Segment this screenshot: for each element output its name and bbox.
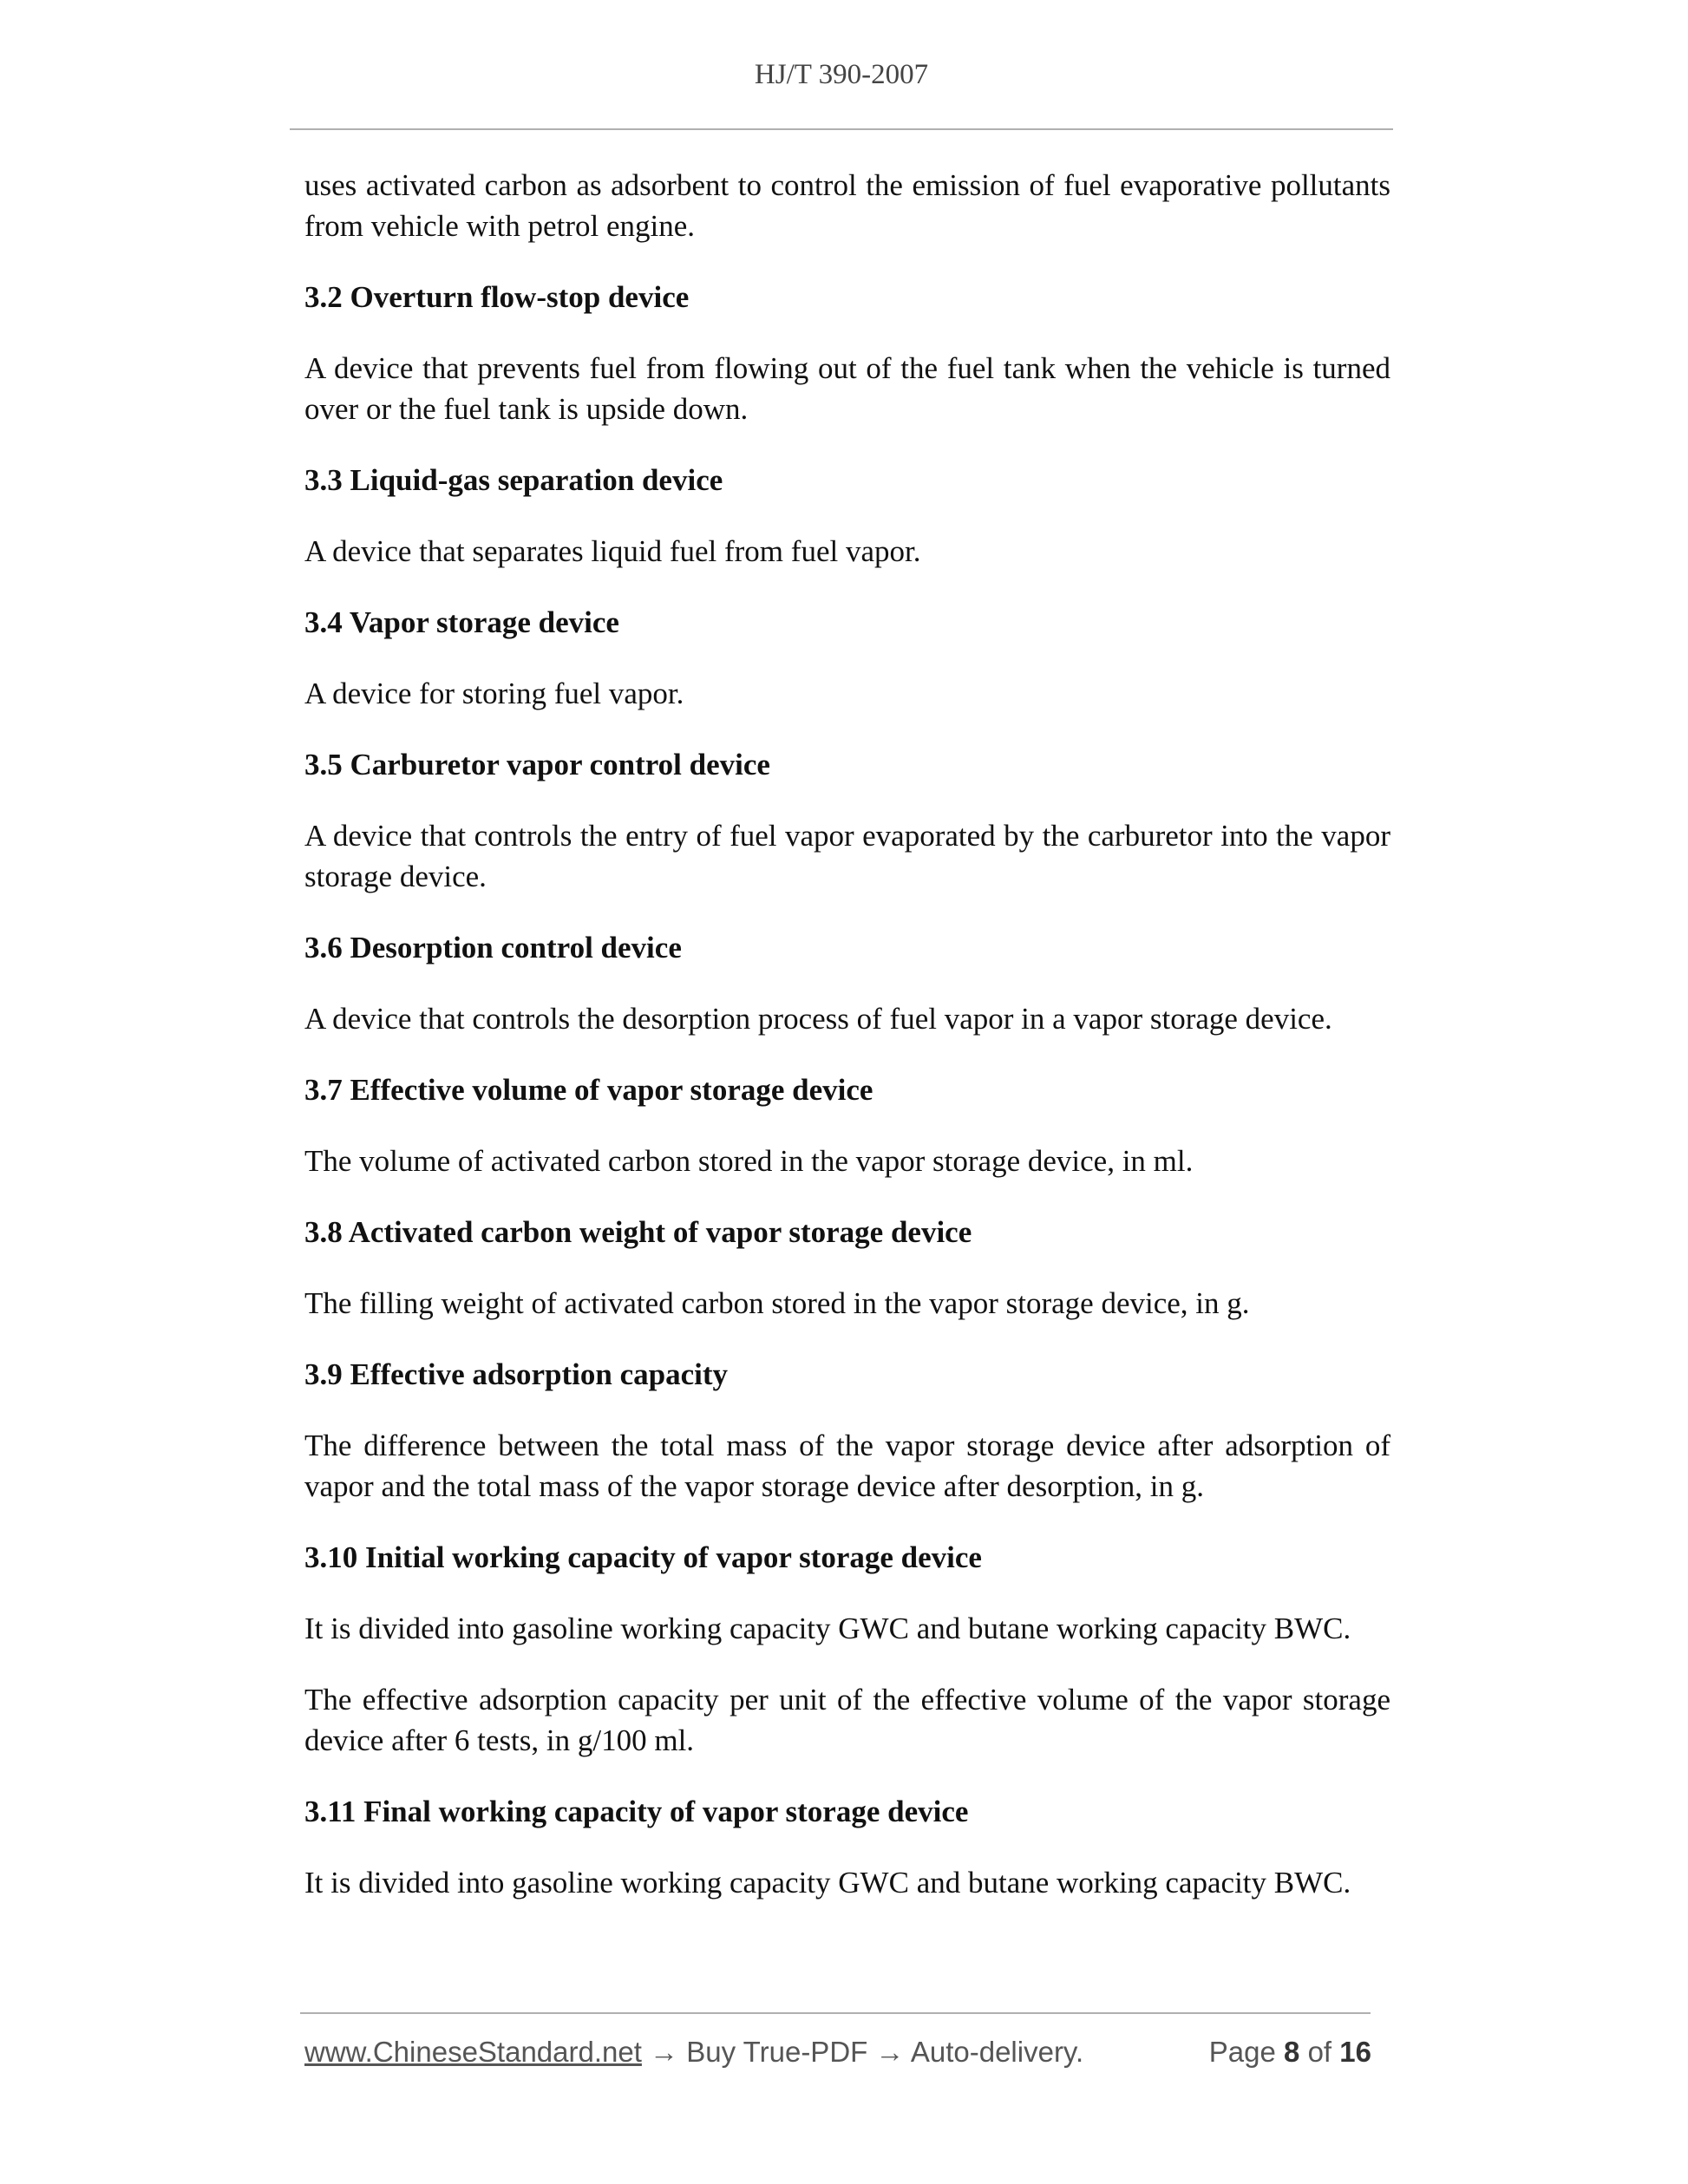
section-heading-3-6: 3.6 Desorption control device xyxy=(304,931,682,964)
section-paragraph-3-2: A device that prevents fuel from flowing out of the fuel tank when the vehicle is turned over or the fuel tank is upside down. xyxy=(304,351,1390,426)
section-heading-3-4: 3.4 Vapor storage device xyxy=(304,605,619,639)
auto-delivery-text: Auto-delivery. xyxy=(910,2036,1084,2068)
section-paragraph-3-3: A device that separates liquid fuel from fuel vapor. xyxy=(304,534,921,568)
section-paragraph-3-10-a: It is divided into gasoline working capacity GWC and butane working capacity BWC. xyxy=(304,1612,1351,1645)
site-link[interactable]: www.ChineseStandard.net xyxy=(304,2036,642,2068)
section-heading-3-7: 3.7 Effective volume of vapor storage device xyxy=(304,1073,873,1107)
arrow-right-icon: → xyxy=(875,2036,905,2068)
section-paragraph-3-8: The filling weight of activated carbon stored in the vapor storage device, in g. xyxy=(304,1286,1250,1320)
section-paragraph-3-9: The difference between the total mass of the vapor storage device after adsorption of vapor and the total mass of the vapor storage device after desorption, in g. xyxy=(304,1429,1390,1503)
section-paragraph-3-10-b: The effective adsorption capacity per unit of the effective volume of the vapor storage device after 6 tests, in g/100 ml. xyxy=(304,1683,1390,1757)
header-divider xyxy=(290,128,1393,130)
section-paragraph-3-6: A device that controls the desorption process of fuel vapor in a vapor storage device. xyxy=(304,1002,1332,1036)
section-heading-3-2: 3.2 Overturn flow-stop device xyxy=(304,280,690,314)
page-number xyxy=(1209,2033,1371,2071)
document-body xyxy=(304,165,1390,1933)
page-current: 8 xyxy=(1284,2036,1300,2068)
section-paragraph-3-11: It is divided into gasoline working capacity GWC and butane working capacity BWC. xyxy=(304,1866,1351,1900)
section-heading-3-3: 3.3 Liquid-gas separation device xyxy=(304,463,723,497)
section-heading-3-5: 3.5 Carburetor vapor control device xyxy=(304,748,770,781)
footer-divider xyxy=(300,2012,1371,2014)
page-footer xyxy=(304,2033,1371,2071)
section-paragraph-3-7: The volume of activated carbon stored in the vapor storage device, in ml. xyxy=(304,1144,1194,1178)
document-header-code: HJ/T 390-2007 xyxy=(754,59,929,90)
page-total: 16 xyxy=(1339,2036,1371,2068)
section-heading-3-11: 3.11 Final working capacity of vapor storage device xyxy=(304,1795,969,1828)
arrow-right-icon: → xyxy=(650,2036,679,2068)
intro-paragraph: uses activated carbon as adsorbent to control the emission of fuel evaporative pollutants from vehicle with petrol engine. xyxy=(304,168,1390,243)
section-paragraph-3-5: A device that controls the entry of fuel vapor evaporated by the carburetor into the vapor storage device. xyxy=(304,819,1390,893)
section-heading-3-10: 3.10 Initial working capacity of vapor storage device xyxy=(304,1540,982,1574)
section-heading-3-8: 3.8 Activated carbon weight of vapor storage device xyxy=(304,1215,972,1249)
of-word: of xyxy=(1307,2036,1332,2068)
section-heading-3-9: 3.9 Effective adsorption capacity xyxy=(304,1357,728,1391)
footer-promo xyxy=(304,2033,1083,2071)
section-paragraph-3-4: A device for storing fuel vapor. xyxy=(304,677,684,710)
page-word: Page xyxy=(1208,2036,1276,2068)
buy-true-pdf-text: Buy True-PDF xyxy=(686,2036,868,2068)
